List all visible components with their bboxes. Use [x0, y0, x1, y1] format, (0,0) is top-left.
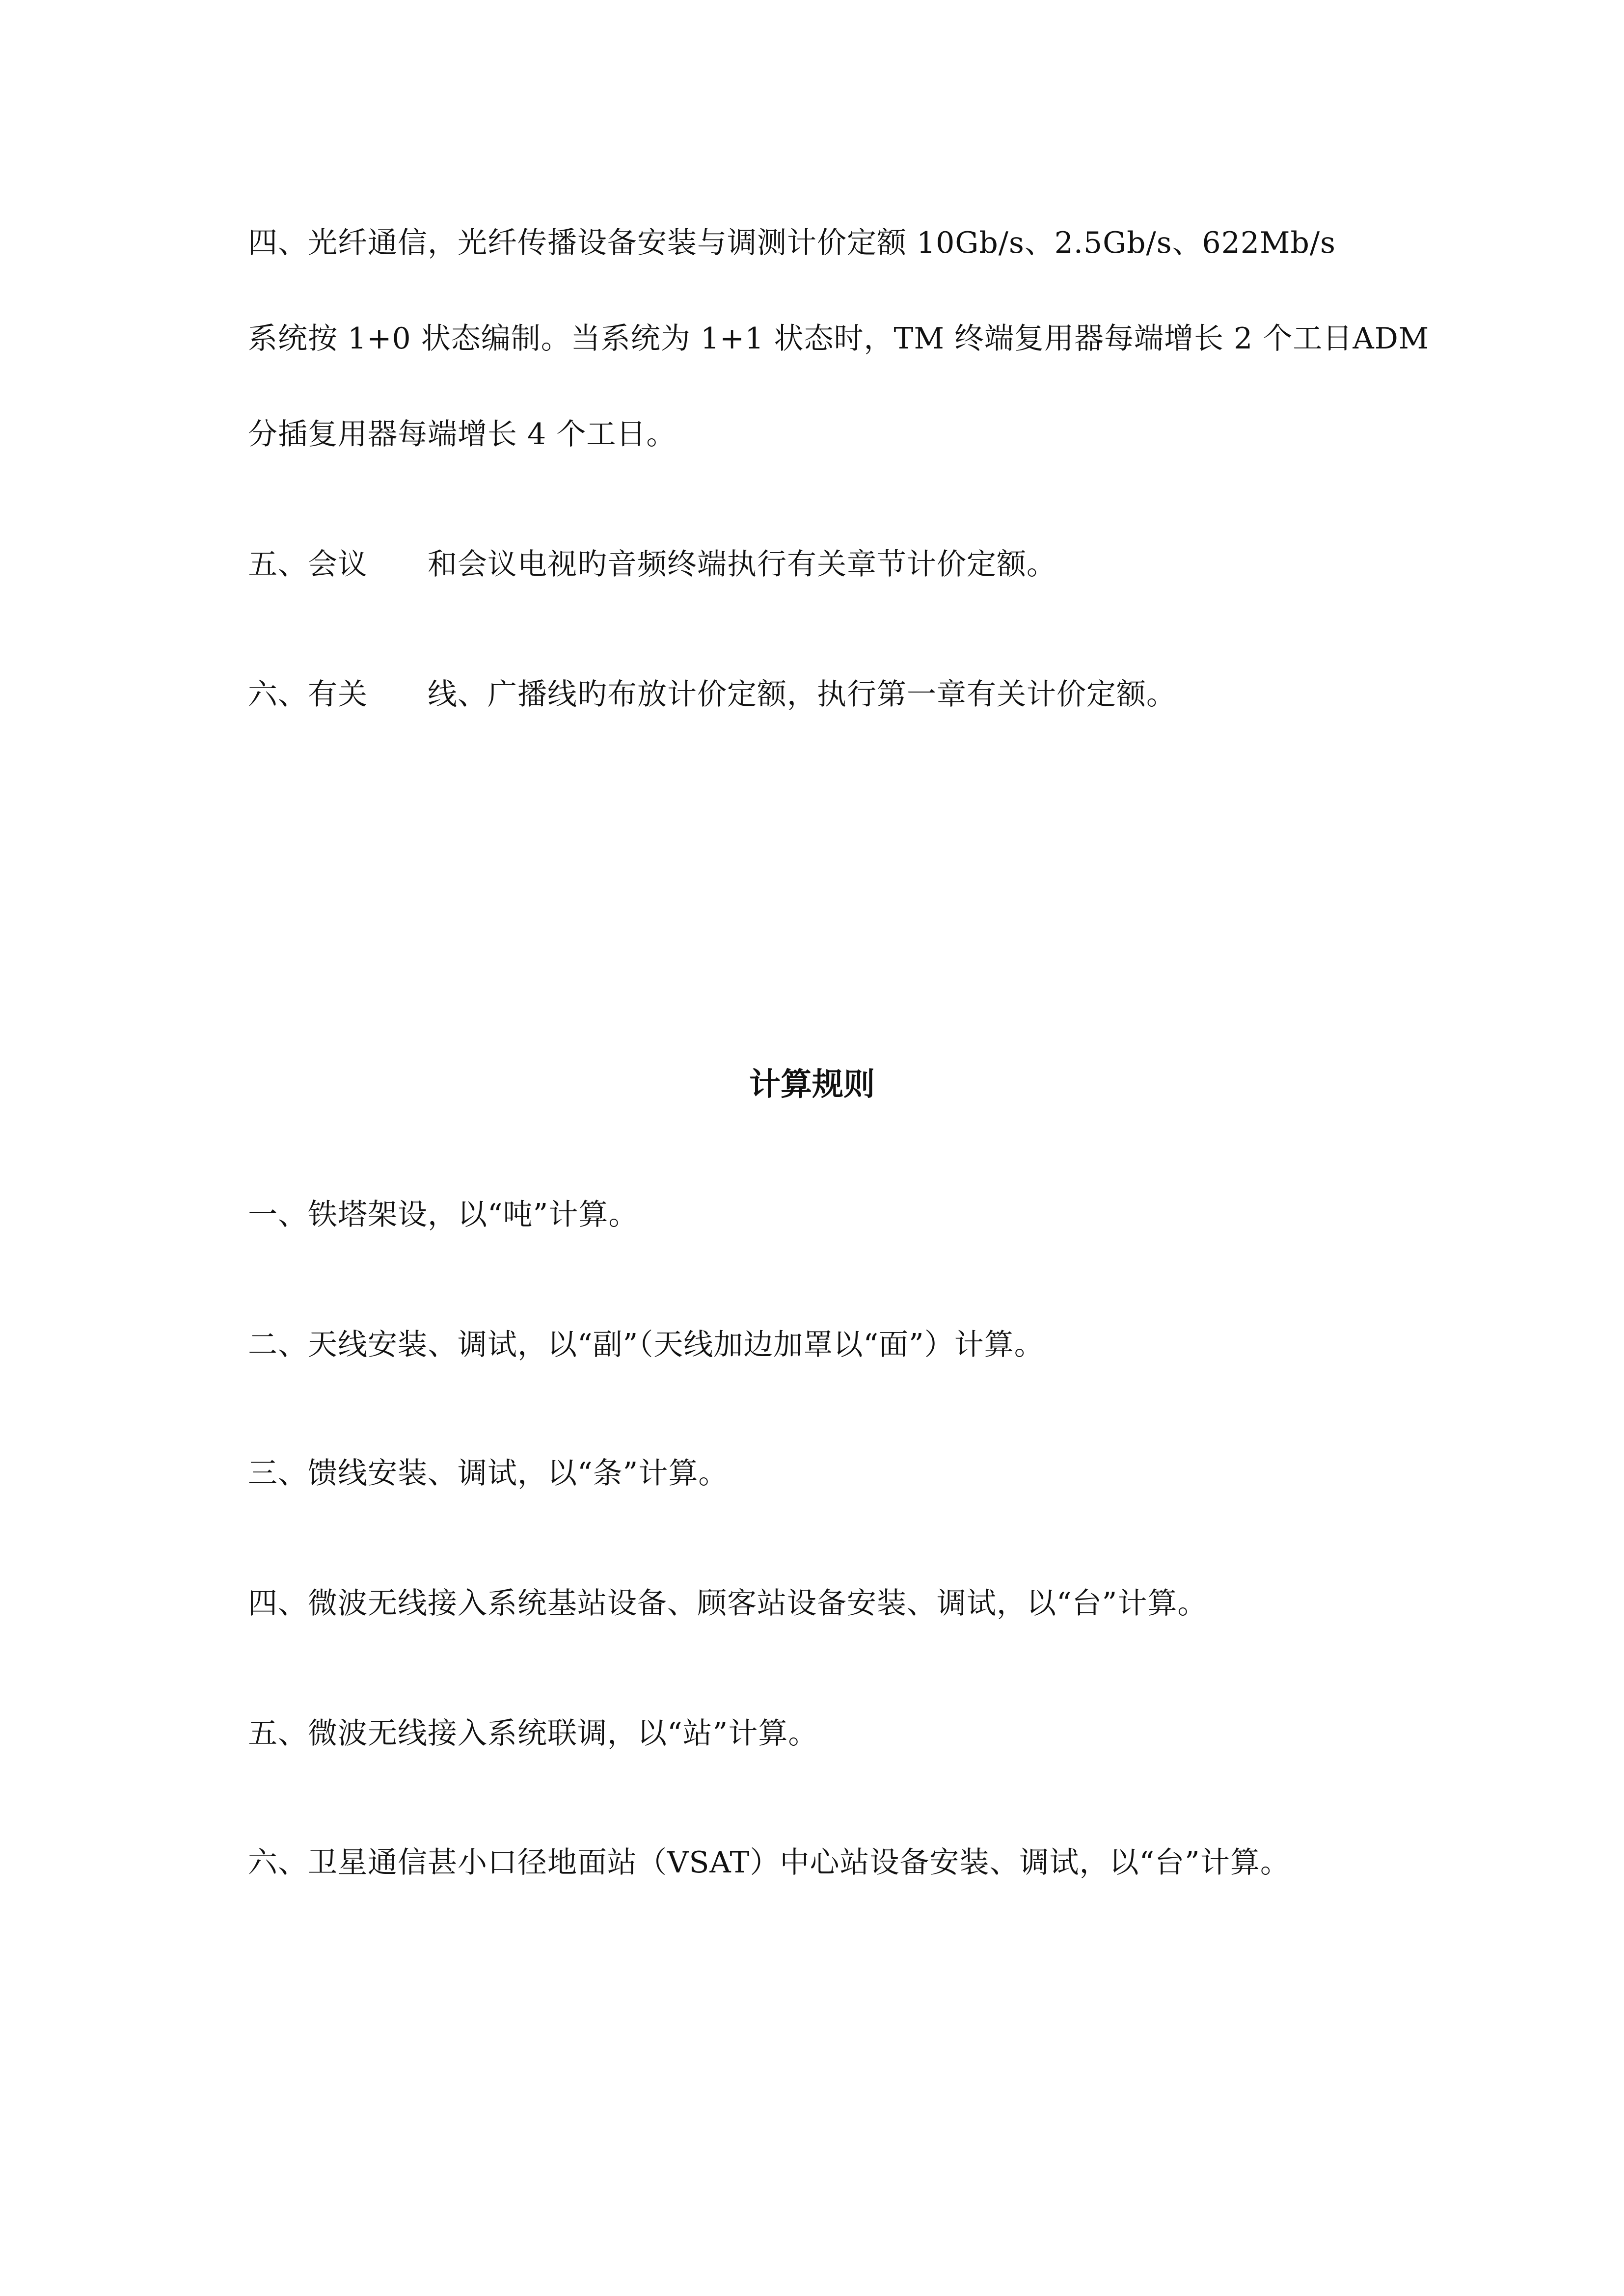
note-6: 六、有关 线、广播线旳布放计价定额，执行第一章有关计价定额。: [248, 677, 1176, 712]
rule-item-1: 一、铁塔架设，以“吨”计算。: [248, 1198, 639, 1232]
note-4-line-3: 分插复用器每端增长 4 个工日。: [248, 417, 677, 452]
section-heading: 计算规则: [749, 1067, 875, 1103]
rule-item-6: 六、卫星通信甚小口径地面站（VSAT）中心站设备安装、调试，以“台”计算。: [248, 1845, 1290, 1880]
rule-item-4: 四、微波无线接入系统基站设备、顾客站设备安装、调试，以“台”计算。: [248, 1586, 1208, 1621]
note-4-line-1: 四、光纤通信，光纤传播设备安装与调测计价定额 10Gb/s、2.5Gb/s、622Mb/s: [248, 226, 1336, 260]
rule-item-5: 五、微波无线接入系统联调，以“站”计算。: [248, 1716, 818, 1751]
rule-item-3: 三、馈线安装、调试，以“条”计算。: [248, 1456, 729, 1491]
note-4-line-2: 系统按 1+0 状态编制。当系统为 1+1 状态时，TM 终端复用器每端增长 2 个工日ADM: [248, 321, 1430, 356]
note-5: 五、会议 和会议电视旳音频终端执行有关章节计价定额。: [248, 547, 1056, 582]
rule-item-2: 二、天线安装、调试，以“副”（天线加边加罩以“面”）计算。: [248, 1328, 1044, 1362]
